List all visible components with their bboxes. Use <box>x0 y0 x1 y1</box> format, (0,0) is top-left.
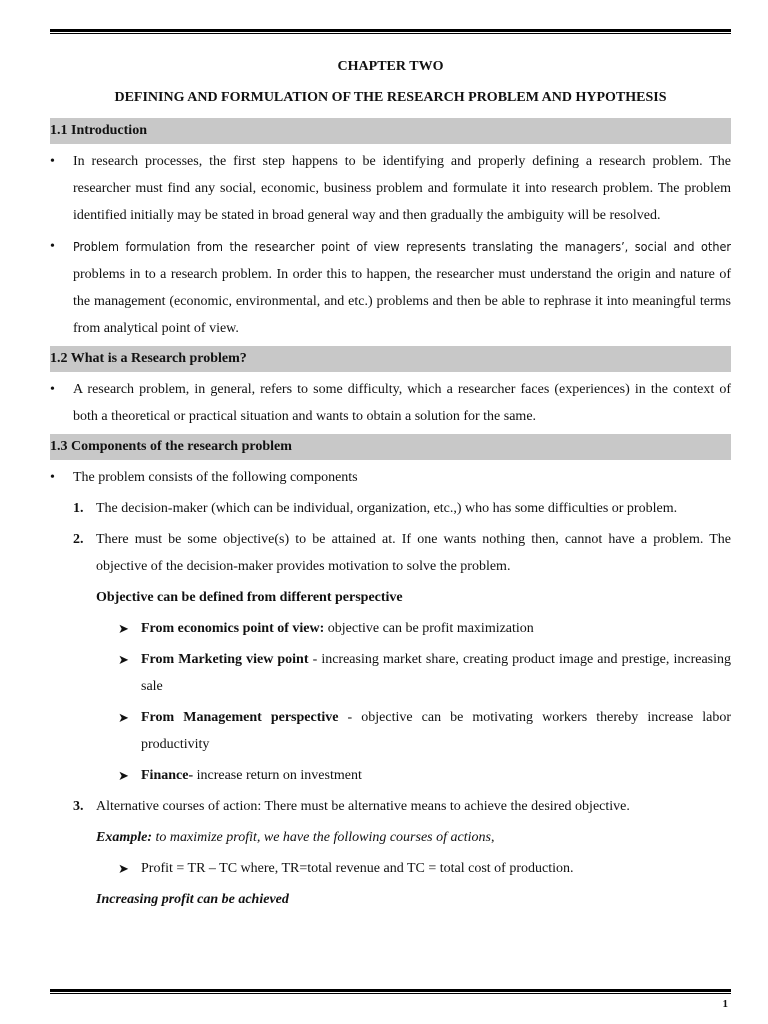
section-heading-research-problem: 1.2 What is a Research problem? <box>50 346 731 372</box>
closing-line: Increasing profit can be achieved <box>96 892 289 907</box>
arrow-bullet-icon: ➤ <box>118 621 129 636</box>
chapter-subtitle: DEFINING AND FORMULATION OF THE RESEARCH PROBLEM AND HYPOTHESIS <box>114 90 667 105</box>
section-heading-introduction: 1.1 Introduction <box>50 118 731 144</box>
example-comma: , <box>490 830 495 845</box>
footer-rule <box>50 989 731 994</box>
item-number: 3. <box>73 799 84 814</box>
numbered-item <box>50 495 731 522</box>
arrow-bullet-icon: ➤ <box>118 652 129 667</box>
perspective-text: increase return on investment <box>193 768 362 783</box>
perspective-item <box>50 704 731 758</box>
perspective-item <box>50 646 731 700</box>
item-text: There must be some objective(s) to be attained at. If one wants nothing then, cannot have a problem. The objective of the decision-maker provides motivation to solve the problem. <box>96 532 731 574</box>
arrow-bullet-icon: ➤ <box>118 768 129 783</box>
bullet-icon: • <box>50 470 55 485</box>
perspective-item <box>50 615 731 642</box>
section-heading-components: 1.3 Components of the research problem <box>50 434 731 460</box>
example-text: to maximize profit, we have the following courses of actions <box>152 830 491 845</box>
page-content <box>50 56 731 913</box>
chapter-title: CHAPTER TWO <box>337 59 444 74</box>
bullet-icon: • <box>50 382 55 397</box>
list-item <box>50 464 731 491</box>
perspective-heading: Objective can be defined from different perspective <box>96 590 403 605</box>
perspective-label: From economics point of view: <box>141 621 325 636</box>
arrow-bullet-icon: ➤ <box>118 861 129 876</box>
formula-item <box>50 855 731 882</box>
perspective-text: objective can be profit maximization <box>324 621 534 636</box>
list-item <box>50 233 731 342</box>
item-number: 1. <box>73 501 84 516</box>
perspective-label: From Management perspective <box>141 710 339 725</box>
paragraph-text: In research processes, the first step happens to be identifying and properly defining a research problem. The researcher must find any social, economic, business problem and formulate it into research problem. The problem identified initially may be stated in broad general way and then gradually the ambiguity will be resolved. <box>73 154 731 223</box>
list-item <box>50 376 731 430</box>
paragraph-text: problems in to a research problem. In order this to happen, the researcher must understand the origin and nature of the management (economic, environmental, and etc.) problems and then be able to rephrase it into meaningful terms from analytical point of view. <box>73 267 731 336</box>
paragraph-text: A research problem, in general, refers to some difficulty, which a researcher faces (experiences) in the context of both a theoretical or practical situation and wants to obtain a solution for the same. <box>73 382 731 424</box>
item-text: The decision-maker (which can be individual, organization, etc.,) who has some difficulties or problem. <box>96 501 678 516</box>
numbered-item <box>50 526 731 580</box>
perspective-item <box>50 762 731 789</box>
formula-text: Profit = TR – TC where, TR=total revenue and TC = total cost of production. <box>141 861 574 876</box>
item-text: Alternative courses of action: There must be alternative means to achieve the desired objective. <box>96 799 630 814</box>
paragraph-text: The problem consists of the following components <box>73 470 358 485</box>
bullet-icon: • <box>50 154 55 169</box>
perspective-label: From Marketing view point <box>141 652 309 667</box>
example-line <box>50 824 731 851</box>
paragraph-text-lead: Problem formulation from the researcher point of view represents translating the managers’, social and other <box>73 239 731 254</box>
numbered-item <box>50 793 731 820</box>
item-number: 2. <box>73 532 84 547</box>
perspective-text: - objective can be motivating workers thereby increase labor productivity <box>141 710 731 752</box>
header-rule <box>50 29 731 34</box>
arrow-bullet-icon: ➤ <box>118 710 129 725</box>
perspective-label: Finance- <box>141 768 194 783</box>
bullet-icon: • <box>50 239 55 254</box>
example-label: Example: <box>96 830 152 845</box>
page-number: 1 <box>722 998 728 1010</box>
list-item <box>50 148 731 229</box>
perspective-text: - increasing market share, creating product image and prestige, increasing sale <box>141 652 732 694</box>
